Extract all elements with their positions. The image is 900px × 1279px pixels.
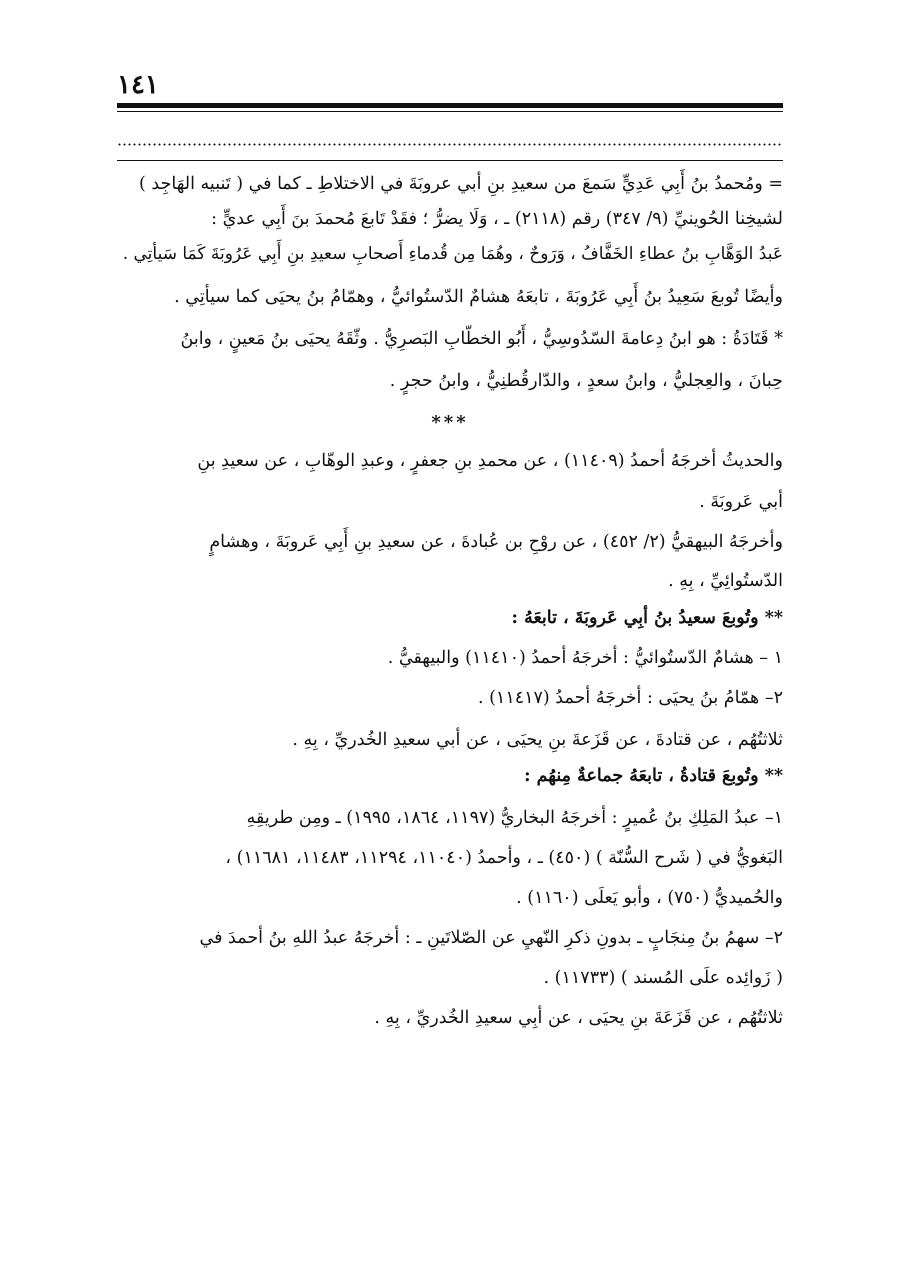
paragraph-line: ** وتُوبعَ سعيدُ بنُ أبِي عَروبَةَ ، تابعَهُ :	[511, 608, 783, 628]
paragraph-line: * قَتَادَةُ : هو ابنُ دِعامةَ السّدُوسِيُّ ، أَبُو الخطّابِ البَصرِيُّ . وثّقَهُ يحيَى بنُ مَعينٍ ، وابنُ	[180, 329, 783, 349]
list-item-continued: البَغويُّ في ( شَرح السُّنّة ) (٤٥٠) ـ ، وأحمدُ (١١٠٤٠، ١١٢٩٤، ١١٤٨٣، ١١٦٨١) ،	[225, 848, 783, 868]
paragraph-line: الدّستُوائِيِّ ، بِهِ .	[668, 571, 783, 591]
header-rule-thin	[117, 111, 783, 112]
paragraph-line: ثلاثتُهُم ، عن قتادةَ ، عن قَزَعةَ بنِ يحيَى ، عن أبي سعيدِ الخُدريِّ ، بِهِ .	[292, 730, 783, 750]
list-item: ١– عبدُ المَلِكِ بنُ عُميرٍ : أخرجَهُ البخاريُّ (١١٩٧، ١٨٦٤، ١٩٩٥) ـ ومِن طريقِهِ	[246, 808, 783, 828]
list-item-continued: ( زَوائِده علَى المُسند ) (١١٧٣٣) .	[543, 968, 783, 988]
list-item: ٢– سهمُ بنُ مِنجَابٍ ـ بدونِ ذكرِ النّهيِ عن الصّلاتَينِ ـ : أخرجَهُ عبدُ اللهِ بنُ أحمدَ في	[199, 928, 783, 948]
paragraph-line: وأيضًا تُوبعَ سَعِيدُ بنُ أَبِي عَرُوبَةَ ، تابعَهُ هشامٌ الدّستُوائيُّ ، وهمّامُ بنُ يحيَى كما سيأتِي .	[174, 287, 783, 307]
list-item: ١ – هشامٌ الدّستُوائيُّ : أخرجَهُ أحمدُ (١١٤١٠) والبيهقيُّ .	[387, 648, 783, 668]
footnote-line: عَبدُ الوَهَّابِ بنُ عطاءِ الخَفَّافُ ، وَرَوحٌ ، وهُمَا مِن قُدماءِ أَصحابِ سعيدِ بنِ أَبِي عَرُوبَةَ كَمَا سَيأتِي .	[122, 244, 783, 264]
section-separator-stars: ***	[431, 412, 469, 433]
paragraph-line: أبي عَروبَةَ .	[699, 492, 783, 512]
page-number: ١٤١	[117, 70, 159, 100]
footnote-rule	[117, 160, 783, 161]
paragraph-line: والحديثُ أخرجَهُ أحمدُ (١١٤٠٩) ، عن محمدِ بنِ جعفرٍ ، وعبدِ الوهّابِ ، عن سعيدِ بنِ	[197, 451, 783, 471]
dotted-separator	[117, 143, 783, 146]
header-rule-thick	[117, 103, 783, 108]
list-item-continued: والحُميديُّ (٧٥٠) ، وأبو يَعلَى (١١٦٠) .	[516, 888, 783, 908]
paragraph-line: ** وتُوبعَ قتادةُ ، تابعَهُ جماعةٌ مِنهُم :	[524, 766, 783, 786]
paragraph-line: حِبانَ ، والعِجليُّ ، وابنُ سعدٍ ، والدّارقُطنِيُّ ، وابنُ حجرٍ .	[389, 371, 783, 391]
list-item: ٢– همّامُ بنُ يحيَى : أخرجَهُ أحمدُ (١١٤١٧) .	[477, 688, 783, 708]
paragraph-line: وأخرجَهُ البيهقيُّ (٢/ ٤٥٢) ، عن روْحِ بن عُبادةَ ، عن سعيدِ بنِ أَبِي عَروبَةَ ، وهشامٍ	[209, 532, 783, 552]
footnote-line: لشيخِنا الحُوينيِّ (٩/ ٣٤٧) رقم (٢١١٨) ـ ، وَلَا يضرُّ ؛ فقَدْ تَابعَ مُحمدَ بنَ أَبِي عديٍّ :	[211, 209, 783, 229]
paragraph-line: ثلاثتُهُم ، عن قَزَعَةَ بنِ يحيَى ، عن أبِي سعيدِ الخُدريِّ ، بِهِ .	[374, 1008, 783, 1028]
footnote-line: = ومُحمدُ بنُ أَبِي عَدِيٍّ سَمعَ من سعيدِ بنِ أبي عروبَةَ في الاختلاطِ ـ كما في ( تَنبيه الهَاجِد )	[138, 174, 783, 194]
